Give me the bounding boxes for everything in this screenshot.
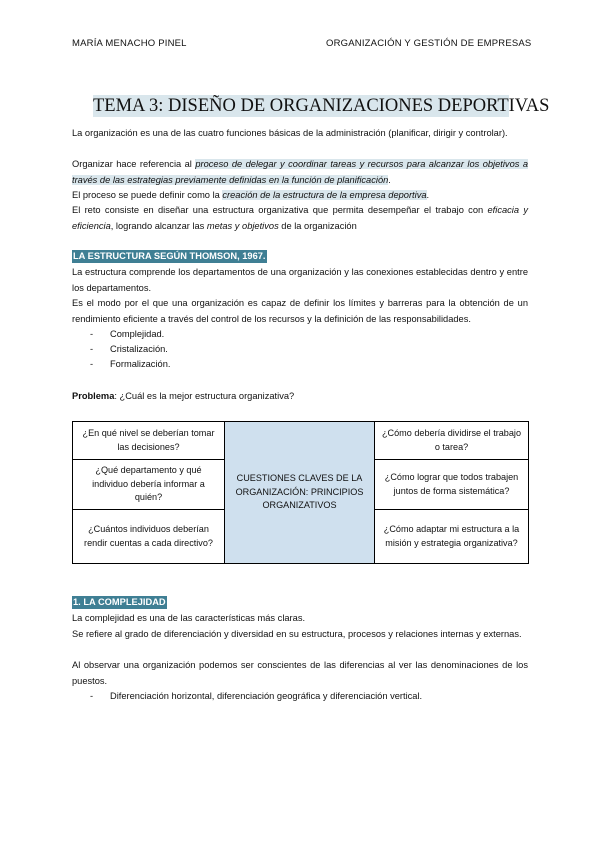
structure-paragraph-1: La estructura comprende los departamentos de una organización y las conexiones establecidas dentro y entre los departamentos. — [72, 267, 528, 293]
section-heading-structure: LA ESTRUCTURA SEGÚN THOMSON, 1967. — [73, 251, 266, 261]
page-title: TEMA 3: DISEÑO DE ORGANIZACIONES DEPORTIVAS — [93, 96, 550, 116]
list-item: - Complejidad. — [90, 329, 165, 339]
problem-statement — [72, 391, 294, 401]
complexity-paragraph-3: Al observar una organización podemos ser conscientes de las diferencias al ver las denominaciones de los puestos. — [72, 660, 528, 686]
complexity-paragraph-1: La complejidad es una de las características más claras. — [72, 613, 306, 623]
list-item-text: Cristalización. — [110, 344, 168, 354]
intro-p2-end: . — [388, 174, 391, 185]
intro-paragraph-1: La organización es una de las cuatro funciones básicas de la administración (planificar, dirigir y controlar). — [72, 128, 508, 138]
list-item: - Formalización. — [90, 359, 171, 369]
intro-p4-end: de la organización — [278, 220, 357, 231]
table-cell: ¿Qué departamento y qué individuo debería informar a quién? — [73, 460, 225, 510]
problem-label: Problema — [72, 391, 115, 401]
intro-p4-italic-1: eficacia y eficiencia — [72, 205, 528, 231]
header-subject: ORGANIZACIÓN Y GESTIÓN DE EMPRESAS — [326, 38, 532, 49]
table-cell: ¿Cómo debería dividirse el trabajo o tarea? — [375, 422, 529, 460]
table-cell: ¿En qué nivel se deberían tomar las decisiones? — [73, 422, 225, 460]
table-center-cell: CUESTIONES CLAVES DE LA ORGANIZACIÓN: PRINCIPIOS ORGANIZATIVOS — [225, 422, 375, 564]
table-cell: ¿Cómo adaptar mi estructura a la misión y estrategia organizativa? — [375, 510, 529, 564]
list-item-text: Complejidad. — [110, 329, 165, 339]
intro-p3-end: . — [426, 190, 430, 200]
intro-paragraph-4 — [72, 203, 528, 234]
intro-paragraph-2 — [72, 157, 528, 188]
intro-p4-italic-2: metas y objetivos — [206, 220, 279, 231]
list-item: - Diferenciación horizontal, diferenciación geográfica y diferenciación vertical. — [90, 691, 423, 701]
table-cell: ¿Cómo lograr que todos trabajen juntos de forma sistemática? — [375, 460, 529, 510]
intro-p3-highlight: creación de la estructura de la empresa deportiva — [222, 190, 427, 200]
principles-table — [72, 421, 529, 564]
table-cell: ¿Cuántos individuos deberían rendir cuentas a cada directivo? — [73, 510, 225, 564]
list-item-text: Diferenciación horizontal, diferenciación geográfica y diferenciación vertical. — [110, 691, 423, 701]
intro-p2-text: Organizar hace referencia al — [72, 159, 196, 169]
structure-paragraph-2: Es el modo por el que una organización es capaz de definir los límites y barreras para la obtención de un rendimiento eficiente a través del control de los recursos y la definición de las responsabilidades. — [72, 298, 528, 324]
intro-p4-text: El reto consiste en diseñar una estructura organizativa que permita desempeñar el trabajo con — [72, 205, 488, 215]
list-item-text: Formalización. — [110, 359, 171, 369]
intro-p4-text-2: , logrando alcanzar las — [110, 220, 207, 231]
intro-p2-highlight: proceso de delegar y coordinar tareas y recursos para alcanzar los objetivos a través de las estrategias previamente definidas en la función de planificación — [72, 159, 529, 185]
header-author: MARÍA MENACHO PINEL — [72, 38, 187, 49]
intro-p3-text: El proceso se puede definir como la — [72, 190, 223, 200]
problem-text: : ¿Cuál es la mejor estructura organizativa? — [114, 391, 295, 401]
section-heading-complexity: 1. LA COMPLEJIDAD — [73, 597, 166, 607]
complexity-paragraph-2: Se refiere al grado de diferenciación y diversidad en su estructura, procesos y relaciones internas y externas. — [72, 629, 522, 639]
list-item: - Cristalización. — [90, 344, 168, 354]
intro-paragraph-3 — [72, 188, 528, 204]
